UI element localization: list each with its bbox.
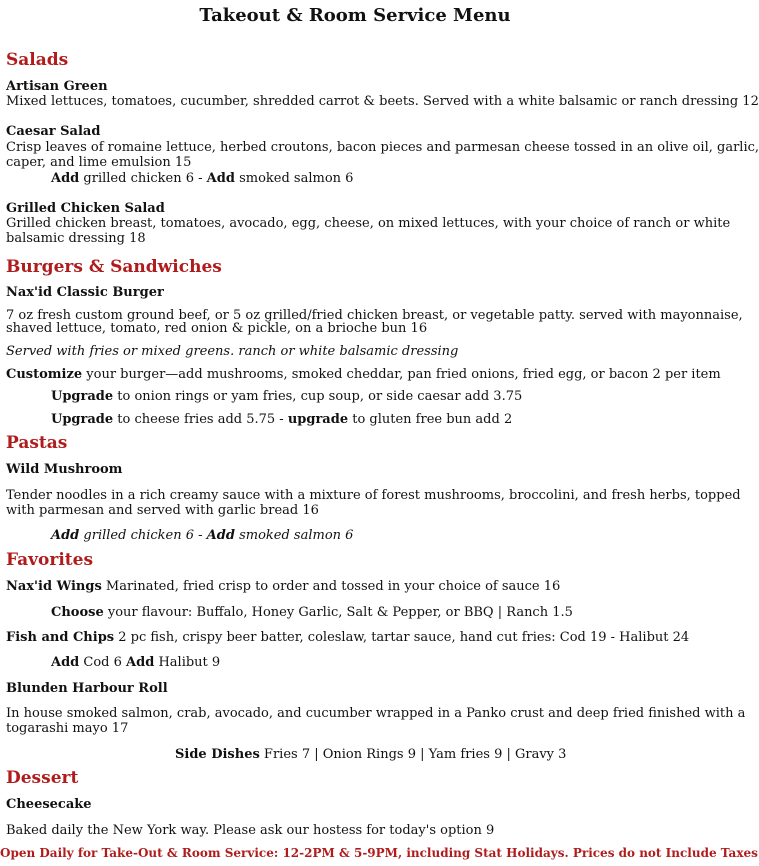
item-desc-classic-burger-line2: shaved lettuce, tomato, red onion & pickle, on a brioche bun 16 <box>6 321 428 336</box>
item-desc-caesar-salad-line2: caper, and lime emulsion 15 <box>6 155 192 170</box>
section-heading-pastas: Pastas <box>6 433 68 453</box>
item-name-fish-and-chips: Fish and Chips <box>6 630 115 645</box>
section-heading-salads: Salads <box>6 50 69 70</box>
add-label: Add <box>206 528 235 543</box>
section-heading-burgers: Burgers & Sandwiches <box>6 257 222 277</box>
customize-label: Customize <box>6 367 83 382</box>
item-name-classic-burger: Nax'id Classic Burger <box>6 285 164 300</box>
add-label: Add <box>126 655 155 670</box>
choose-text: your flavour: Buffalo, Honey Garlic, Salt & Pepper, or BBQ | Ranch 1.5 <box>103 605 573 620</box>
hours-footer: Open Daily for Take-Out & Room Service: 12-2PM & 5-9PM, including Stat Holidays. Prices do not Include Taxes <box>0 846 758 860</box>
item-desc-cheesecake: Baked daily the New York way. Please ask our hostess for today's option 9 <box>6 823 495 838</box>
item-desc-caesar-salad-line1: Crisp leaves of romaine lettuce, herbed croutons, bacon pieces and parmesan cheese tossed in an olive oil, garlic, <box>6 140 759 155</box>
wings-flavour-choice <box>51 605 573 620</box>
item-desc-blunden-harbour-roll-line2: togarashi mayo 17 <box>6 721 129 736</box>
burger-customize-note <box>6 367 721 382</box>
item-wings <box>6 579 560 594</box>
item-desc-wild-mushroom-line1: Tender noodles in a rich creamy sauce with a mixture of forest mushrooms, broccolini, and fresh herbs, topped <box>6 488 741 503</box>
add-label: Add <box>51 171 80 186</box>
upgrade-text: to cheese fries add 5.75 - <box>113 412 288 427</box>
item-name-caesar-salad: Caesar Salad <box>6 124 101 139</box>
item-desc-grilled-chicken-salad-line1: Grilled chicken breast, tomatoes, avocado, egg, cheese, on mixed lettuces, with your choice of ranch or white <box>6 216 731 231</box>
upgrade-label: upgrade <box>287 412 349 427</box>
add-text: grilled chicken 6 - <box>79 171 207 186</box>
burger-served-with-note: Served with fries or mixed greens. ranch or white balsamic dressing <box>6 344 459 359</box>
caesar-add-ons <box>51 171 353 186</box>
item-desc-wild-mushroom-line2: with parmesan and served with garlic bread 16 <box>6 503 319 518</box>
section-heading-dessert: Dessert <box>6 768 79 788</box>
fish-add-ons <box>51 655 220 670</box>
add-label: Add <box>51 655 80 670</box>
item-fish-and-chips <box>6 630 689 645</box>
item-desc-blunden-harbour-roll-line1: In house smoked salmon, crab, avocado, and cucumber wrapped in a Panko crust and deep fried finished with a <box>6 706 746 721</box>
side-dishes-label: Side Dishes <box>175 747 260 762</box>
item-desc-classic-burger-line1: 7 oz fresh custom ground beef, or 5 oz grilled/fried chicken breast, or vegetable patty. served with mayonnaise, <box>6 308 743 323</box>
upgrade-label: Upgrade <box>51 412 114 427</box>
page-title: Takeout & Room Service Menu <box>199 5 511 26</box>
upgrade-text: to onion rings or yam fries, cup soup, or side caesar add 3.75 <box>113 389 523 404</box>
add-text: grilled chicken 6 - <box>79 528 207 543</box>
add-text: Halibut 9 <box>154 655 221 670</box>
add-label: Add <box>51 528 80 543</box>
item-desc-wings: Marinated, fried crisp to order and tossed in your choice of sauce 16 <box>101 579 561 594</box>
item-desc-grilled-chicken-salad-line2: balsamic dressing 18 <box>6 231 146 246</box>
add-text: smoked salmon 6 <box>234 528 354 543</box>
upgrade-label: Upgrade <box>51 389 114 404</box>
item-name-cheesecake: Cheesecake <box>6 797 92 812</box>
choose-label: Choose <box>51 605 104 620</box>
add-text: Cod 6 <box>79 655 127 670</box>
item-name-wings: Nax'id Wings <box>6 579 102 594</box>
item-desc-artisan-green: Mixed lettuces, tomatoes, cucumber, shredded carrot & beets. Served with a white balsamic or ranch dressing 12 <box>6 94 759 109</box>
section-heading-favorites: Favorites <box>6 550 94 570</box>
item-name-grilled-chicken-salad: Grilled Chicken Salad <box>6 201 165 216</box>
item-name-blunden-harbour-roll: Blunden Harbour Roll <box>6 681 168 696</box>
upgrade-text: to gluten free bun add 2 <box>348 412 513 427</box>
side-dishes-line <box>175 747 566 762</box>
side-dishes-text: Fries 7 | Onion Rings 9 | Yam fries 9 | Gravy 3 <box>259 747 567 762</box>
burger-upgrade-line1 <box>51 389 522 404</box>
pasta-add-ons <box>51 528 353 543</box>
burger-upgrade-line2 <box>51 412 512 427</box>
item-name-artisan-green: Artisan Green <box>6 79 108 94</box>
item-name-wild-mushroom: Wild Mushroom <box>6 462 123 477</box>
item-desc-fish-and-chips: 2 pc fish, crispy beer batter, coleslaw, tartar sauce, hand cut fries: Cod 19 - Halibut 24 <box>114 630 690 645</box>
customize-text: your burger—add mushrooms, smoked cheddar, pan fried onions, fried egg, or bacon 2 per item <box>82 367 721 382</box>
add-label: Add <box>206 171 235 186</box>
add-text: smoked salmon 6 <box>234 171 354 186</box>
